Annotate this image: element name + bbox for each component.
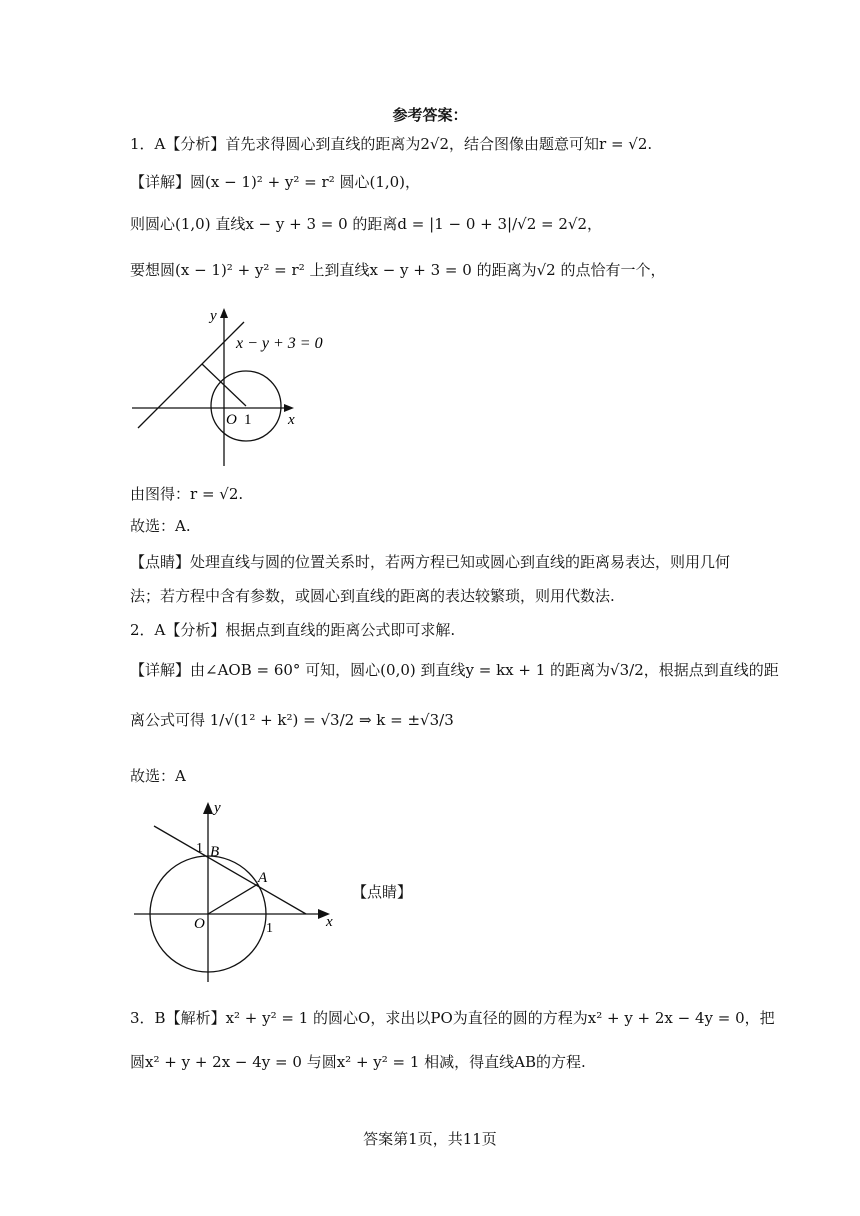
page-title: 参考答案： [392,106,468,124]
q2-analysis: 2．A【分析】根据点到直线的距离公式即可求解. [130,621,456,639]
q3-solution-1: 3．B【解析】x² + y² = 1 的圆心O，求出以PO为直径的圆的方程为x² + y + 2x − 4y = 0，把 [130,1009,775,1027]
q1-distance: 则圆心(1,0) 直线x − y + 3 = 0 的距离d = |1 − 0 + 3|/√2 = 2√2， [130,215,602,233]
q1-x-label: x [288,412,295,428]
q1-comment-2: 法；若方程中含有参数，或圆心到直线的距离的表达较繁琐，则用代数法. [130,587,615,605]
q2-origin-label: O [194,916,205,932]
q3-solution-2: 圆x² + y + 2x − 4y = 0 与圆x² + y² = 1 相减，得直线AB的方程. [130,1053,586,1071]
q2-y-label: y [214,800,221,816]
q2-comment: 【点睛】 [352,883,413,901]
q2-formula: 离公式可得 1/√(1² + k²) = √3/2 ⇒ k = ±√3/3 [130,711,454,729]
q2-x-label: x [326,914,333,930]
q2-y-arrow [203,802,213,814]
q2-b-label: B [210,844,220,860]
q1-choice: 故选：A. [130,517,191,535]
q1-detail: 【详解】圆(x − 1)² + y² = r² 圆心(1,0)， [130,173,421,191]
q1-line-label: x − y + 3 = 0 [236,335,323,352]
q1-comment-1: 【点睛】处理直线与圆的位置关系时，若两方程已知或圆心到直线的距离易表达，则用几何 [130,553,731,571]
q2-detail: 【详解】由∠AOB = 60° 可知，圆心(0,0) 到直线y = kx + 1 的距离为√3/2，根据点到直线的距 [130,661,779,679]
q1-origin-label: O [226,412,237,428]
q2-segment-oa [208,884,258,914]
q1-x-arrow [284,404,294,412]
page-footer: 答案第1页，共11页 [363,1130,497,1148]
q2-figure [130,796,350,986]
q1-analysis: 1．A【分析】首先求得圆心到直线的距离为2√2，结合图像由题意可知r = √2. [130,135,653,153]
q2-choice: 故选：A [130,767,186,785]
q2-x-one-label: 1 [266,921,273,936]
q1-from-figure: 由图得：r = √2. [130,485,244,503]
q1-y-label: y [210,308,217,324]
q1-figure [130,300,330,470]
q2-y-one-label: 1 [196,841,203,856]
q1-condition: 要想圆(x − 1)² + y² = r² 上到直线x − y + 3 = 0 的距离为√2 的点恰有一个， [130,261,666,279]
q2-a-label: A [258,870,268,886]
q1-one-label: 1 [244,412,252,428]
q1-y-arrow [220,308,228,318]
